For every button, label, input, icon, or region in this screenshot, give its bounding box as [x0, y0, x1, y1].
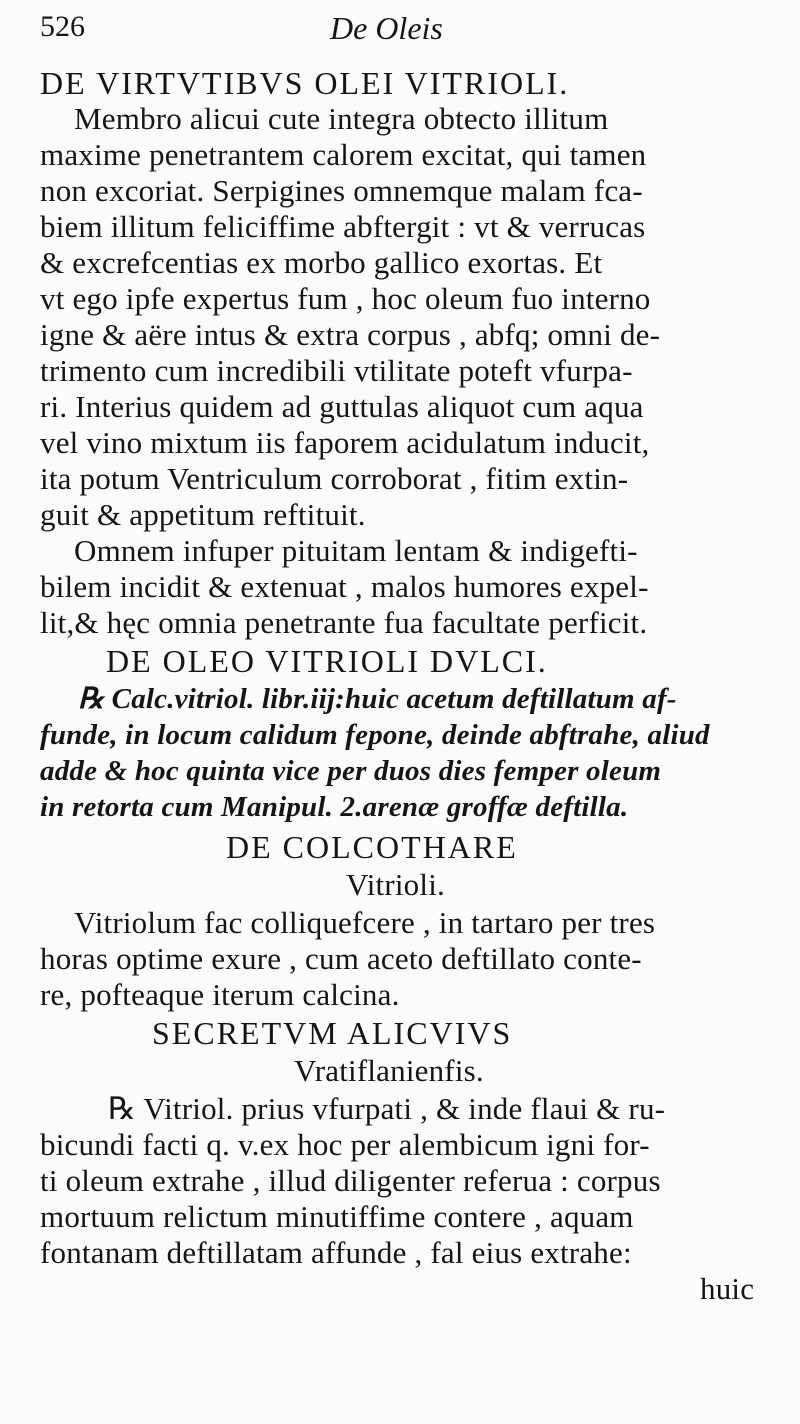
recipe-line: ℞ Calc.vitriol. libr.iij:huic acetum deftillatum af-	[78, 683, 677, 715]
text-line: Omnem infuper pituitam lentam & indigefti-	[74, 533, 638, 568]
recipe-line: in retorta cum Manipul. 2.arenæ groffæ deftilla.	[40, 791, 629, 823]
text-line: guit & appetitum reftituit.	[40, 497, 366, 532]
text-line: maxime penetrantem calorem excitat, qui tamen	[40, 137, 647, 172]
text-line: lit,& hęc omnia penetrante fua facultate perficit.	[40, 605, 648, 640]
text-line: & excrefcentias ex morbo gallico exortas. Et	[40, 245, 603, 280]
section-heading: SECRETVM ALICVIVS	[152, 1015, 513, 1051]
section-heading: DE OLEO VITRIOLI DVLCI.	[106, 643, 548, 679]
catchword: huic	[700, 1271, 755, 1306]
section-heading: DE COLCOTHARE	[226, 829, 518, 865]
text-line: non excoriat. Serpigines omnemque malam fca-	[40, 173, 643, 208]
text-line: Membro alicui cute integra obtecto illitum	[74, 101, 609, 136]
text-line: horas optime exure , cum aceto deftillato conte-	[40, 941, 642, 976]
text-line: ti oleum extrahe , illud diligenter referua : corpus	[40, 1163, 661, 1198]
text-line: igne & aëre intus & extra corpus , abfq; omni de-	[40, 317, 661, 352]
text-line: bicundi facti q. v.ex hoc per alembicum igni for-	[40, 1127, 650, 1162]
page-number: 526	[40, 10, 85, 43]
recipe-line: funde, in locum calidum fepone, deinde abftrahe, aliud	[40, 719, 710, 751]
text-line: trimento cum incredibili vtilitate poteft vfurpa-	[40, 353, 633, 388]
text-line: Vitriolum fac colliquefcere , in tartaro per tres	[74, 905, 656, 940]
recipe-line: adde & hoc quinta vice per duos dies femper oleum	[40, 755, 662, 787]
text-line: ita potum Ventriculum corroborat , fitim extin-	[40, 461, 629, 496]
text-line: biem illitum feliciffime abftergit : vt & verrucas	[40, 209, 646, 244]
section-heading: DE VIRTVTIBVS OLEI VITRIOLI.	[40, 65, 570, 101]
section-subheading: Vratiflanienfis.	[294, 1053, 484, 1088]
text-line: re, pofteaque iterum calcina.	[40, 977, 400, 1012]
text-line: vt ego ipfe expertus fum , hoc oleum fuo interno	[40, 281, 651, 316]
text-line: bilem incidit & extenuat , malos humores expel-	[40, 569, 649, 604]
running-title: De Oleis	[330, 10, 443, 46]
text-line: mortuum relictum minutiffime contere , aquam	[40, 1199, 634, 1234]
text-line: vel vino mixtum iis faporem acidulatum inducit,	[40, 425, 650, 460]
text-line: ℞ Vitriol. prius vfurpati , & inde flaui & ru-	[108, 1091, 666, 1126]
text-line: ri. Interius quidem ad guttulas aliquot cum aqua	[40, 389, 644, 424]
text-line: fontanam deftillatam affunde , fal eius extrahe:	[40, 1235, 632, 1270]
section-subheading: Vitrioli.	[346, 867, 445, 902]
